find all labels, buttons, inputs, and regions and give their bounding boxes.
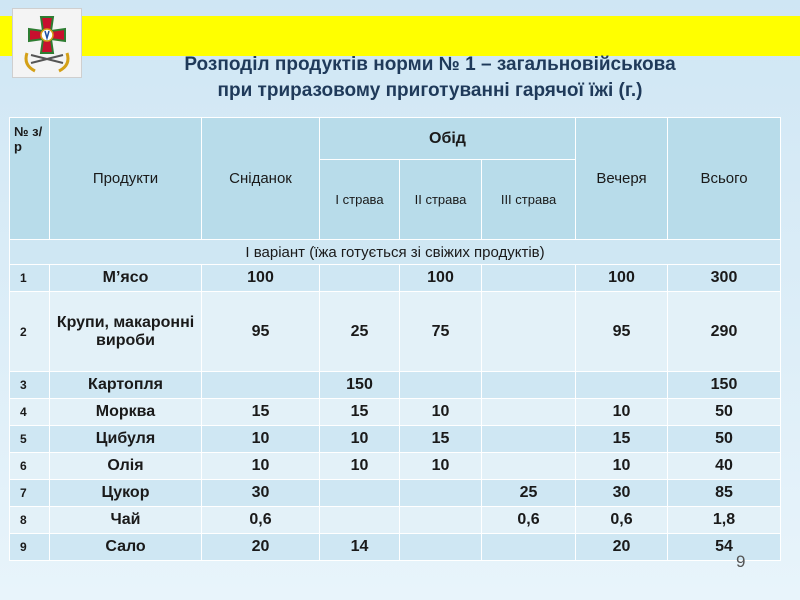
row-course-2: 15	[400, 426, 482, 453]
row-dinner	[576, 372, 668, 399]
row-product: М’ясо	[50, 265, 202, 292]
header-course-2: ІІ страва	[400, 160, 482, 240]
page-title	[60, 52, 800, 104]
row-dinner: 95	[576, 292, 668, 372]
header-dinner: Вечеря	[576, 118, 668, 240]
header-num: № з/р	[10, 118, 50, 240]
variant-label: І варіант (їжа готується зі свіжих продуктів)	[10, 240, 781, 265]
row-course-3	[482, 534, 576, 561]
row-course-1	[320, 480, 400, 507]
row-breakfast: 100	[202, 265, 320, 292]
row-course-3	[482, 265, 576, 292]
row-course-1: 14	[320, 534, 400, 561]
row-course-2: 10	[400, 399, 482, 426]
row-product: Морква	[50, 399, 202, 426]
row-course-1: 10	[320, 453, 400, 480]
row-course-3	[482, 453, 576, 480]
row-course-2	[400, 480, 482, 507]
header-band	[0, 16, 800, 56]
row-num: 5	[10, 426, 50, 453]
table-body	[10, 265, 781, 561]
row-total: 40	[668, 453, 781, 480]
table-row	[10, 265, 781, 292]
page-number: 9	[736, 552, 746, 571]
table-row	[10, 453, 781, 480]
variant-row	[10, 240, 781, 265]
row-product: Крупи, макаронні вироби	[50, 292, 202, 372]
row-product: Олія	[50, 453, 202, 480]
table-row	[10, 372, 781, 399]
row-num: 6	[10, 453, 50, 480]
row-course-2	[400, 372, 482, 399]
row-course-1: 15	[320, 399, 400, 426]
row-course-3	[482, 292, 576, 372]
row-total: 1,8	[668, 507, 781, 534]
row-course-1: 25	[320, 292, 400, 372]
table-row	[10, 399, 781, 426]
row-breakfast	[202, 372, 320, 399]
table-row	[10, 426, 781, 453]
row-course-3: 0,6	[482, 507, 576, 534]
header-row-1	[10, 118, 781, 160]
table-row	[10, 480, 781, 507]
row-dinner: 10	[576, 453, 668, 480]
title-line-2: при триразовому приготуванні гарячої їжі (г.)	[217, 80, 643, 101]
row-num: 1	[10, 265, 50, 292]
row-total: 54	[668, 534, 781, 561]
row-num: 8	[10, 507, 50, 534]
row-num: 2	[10, 292, 50, 372]
row-total: 85	[668, 480, 781, 507]
row-total: 50	[668, 426, 781, 453]
row-course-1	[320, 265, 400, 292]
row-dinner: 10	[576, 399, 668, 426]
row-course-3	[482, 399, 576, 426]
row-num: 9	[10, 534, 50, 561]
row-breakfast: 10	[202, 426, 320, 453]
row-dinner: 100	[576, 265, 668, 292]
row-course-3	[482, 372, 576, 399]
row-breakfast: 30	[202, 480, 320, 507]
row-dinner: 30	[576, 480, 668, 507]
row-total: 290	[668, 292, 781, 372]
row-num: 4	[10, 399, 50, 426]
row-product: Цукор	[50, 480, 202, 507]
row-breakfast: 15	[202, 399, 320, 426]
header-breakfast: Сніданок	[202, 118, 320, 240]
row-product: Сало	[50, 534, 202, 561]
row-course-2: 75	[400, 292, 482, 372]
header-course-3: ІІІ страва	[482, 160, 576, 240]
row-product: Чай	[50, 507, 202, 534]
row-dinner: 20	[576, 534, 668, 561]
row-breakfast: 10	[202, 453, 320, 480]
title-line-1: Розподіл продуктів норми № 1 – загальновійськова	[184, 54, 676, 75]
ration-table	[9, 117, 781, 561]
row-product: Картопля	[50, 372, 202, 399]
header-course-1: І страва	[320, 160, 400, 240]
table-row	[10, 534, 781, 561]
row-course-2: 10	[400, 453, 482, 480]
row-num: 7	[10, 480, 50, 507]
row-dinner: 15	[576, 426, 668, 453]
row-course-2: 100	[400, 265, 482, 292]
header-lunch: Обід	[320, 118, 576, 160]
row-course-2	[400, 507, 482, 534]
row-breakfast: 0,6	[202, 507, 320, 534]
row-course-1	[320, 507, 400, 534]
row-course-3	[482, 426, 576, 453]
header-total: Всього	[668, 118, 781, 240]
row-num: 3	[10, 372, 50, 399]
row-breakfast: 95	[202, 292, 320, 372]
row-course-1: 150	[320, 372, 400, 399]
row-total: 150	[668, 372, 781, 399]
row-total: 300	[668, 265, 781, 292]
row-course-2	[400, 534, 482, 561]
row-course-3: 25	[482, 480, 576, 507]
row-dinner: 0,6	[576, 507, 668, 534]
row-product: Цибуля	[50, 426, 202, 453]
header-products: Продукти	[50, 118, 202, 240]
table-row	[10, 292, 781, 372]
row-total: 50	[668, 399, 781, 426]
table-row	[10, 507, 781, 534]
row-course-1: 10	[320, 426, 400, 453]
row-breakfast: 20	[202, 534, 320, 561]
